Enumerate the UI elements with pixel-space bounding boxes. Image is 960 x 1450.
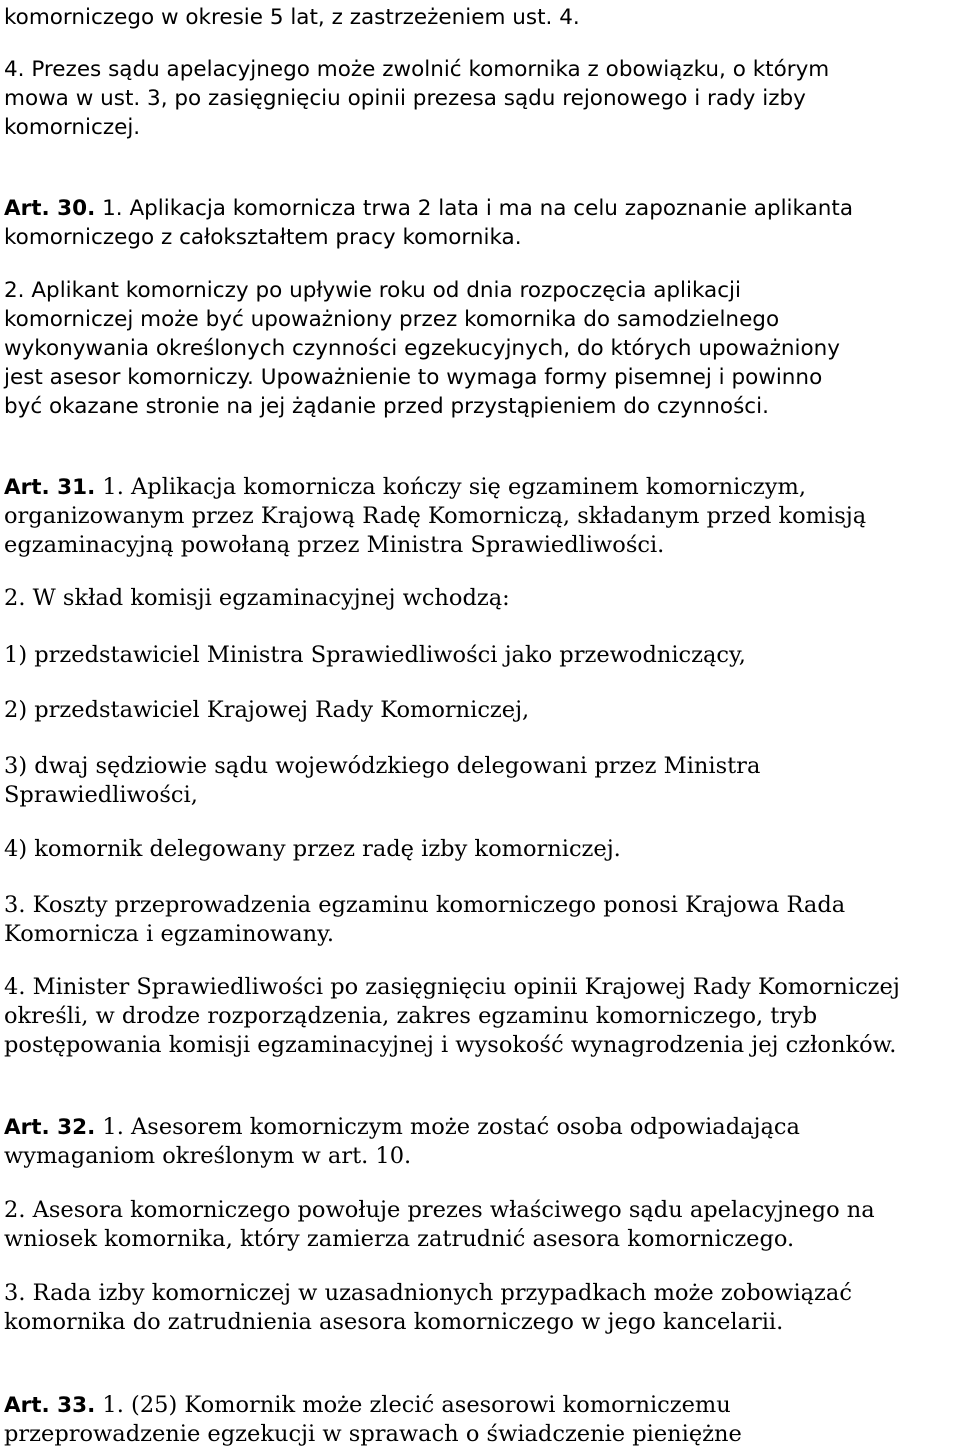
text-line: przeprowadzenie egzekucji w sprawach o świadczenie pieniężne	[4, 1421, 742, 1447]
text-line: mowa w ust. 3, po zasięgnięciu opinii prezesa sądu rejonowego i rady izby	[4, 86, 806, 111]
text-line: 2. Asesora komorniczego powołuje prezes właściwego sądu apelacyjnego na	[4, 1197, 875, 1223]
text-line: komorniczego w okresie 5 lat, z zastrzeżeniem ust. 4.	[4, 5, 580, 30]
text-line: Komornicza i egzaminowany.	[4, 921, 335, 947]
text-line: być okazane stronie na jej żądanie przed przystąpieniem do czynności.	[4, 394, 769, 419]
article-33-line	[4, 1391, 731, 1420]
text-line: wykonywania określonych czynności egzekucyjnych, do których upoważniony	[4, 336, 840, 361]
article-32-line	[4, 1113, 800, 1142]
list-item: 2) przedstawiciel Krajowej Rady Komorniczej,	[4, 697, 530, 723]
article-text: 1. Asesorem komorniczym może zostać osoba odpowiadająca	[95, 1114, 800, 1140]
text-line: wniosek komornika, który zamierza zatrudnić asesora komorniczego.	[4, 1226, 795, 1252]
list-item: 1) przedstawiciel Ministra Sprawiedliwości jako przewodniczący,	[4, 642, 746, 668]
article-text: 1. (25) Komornik może zlecić asesorowi komorniczemu	[95, 1392, 731, 1418]
text-line: jest asesor komorniczy. Upoważnienie to wymaga formy pisemnej i powinno	[4, 365, 823, 390]
text-line: komorniczego z całokształtem pracy komornika.	[4, 225, 522, 250]
text-line: komornika do zatrudnienia asesora komorniczego w jego kancelarii.	[4, 1309, 784, 1335]
text-line: 3. Rada izby komorniczej w uzasadnionych przypadkach może zobowiązać	[4, 1280, 852, 1306]
text-line: 4. Minister Sprawiedliwości po zasięgnięciu opinii Krajowej Rady Komorniczej	[4, 974, 900, 1000]
text-line: organizowanym przez Krajową Radę Komorniczą, składanym przed komisją	[4, 503, 867, 529]
article-heading: Art. 31.	[4, 475, 96, 500]
list-item: 4) komornik delegowany przez radę izby komorniczej.	[4, 836, 621, 862]
text-line: komorniczej.	[4, 115, 141, 140]
article-heading: Art. 32.	[4, 1115, 96, 1140]
list-item: Sprawiedliwości,	[4, 782, 198, 808]
article-30-line	[4, 194, 853, 223]
article-31-line	[4, 473, 806, 502]
text-line: komorniczej może być upoważniony przez komornika do samodzielnego	[4, 307, 780, 332]
article-heading: Art. 33.	[4, 1393, 96, 1418]
article-heading: Art. 30.	[4, 196, 96, 221]
article-text: 1. Aplikacja komornicza kończy się egzaminem komorniczym,	[95, 474, 806, 500]
text-line: wymaganiom określonym w art. 10.	[4, 1143, 412, 1169]
list-item: 3) dwaj sędziowie sądu wojewódzkiego delegowani przez Ministra	[4, 753, 761, 779]
text-line: 2. Aplikant komorniczy po upływie roku od dnia rozpoczęcia aplikacji	[4, 278, 742, 303]
text-line: 3. Koszty przeprowadzenia egzaminu komorniczego ponosi Krajowa Rada	[4, 892, 846, 918]
text-line: 4. Prezes sądu apelacyjnego może zwolnić komornika z obowiązku, o którym	[4, 57, 830, 82]
text-line: 2. W skład komisji egzaminacyjnej wchodzą:	[4, 585, 510, 611]
article-text: 1. Aplikacja komornicza trwa 2 lata i ma na celu zapoznanie aplikanta	[95, 196, 854, 221]
text-line: określi, w drodze rozporządzenia, zakres egzaminu komorniczego, tryb	[4, 1003, 818, 1029]
text-line: egzaminacyjną powołaną przez Ministra Sprawiedliwości.	[4, 532, 665, 558]
text-line: postępowania komisji egzaminacyjnej i wysokość wynagrodzenia jej członków.	[4, 1032, 897, 1058]
